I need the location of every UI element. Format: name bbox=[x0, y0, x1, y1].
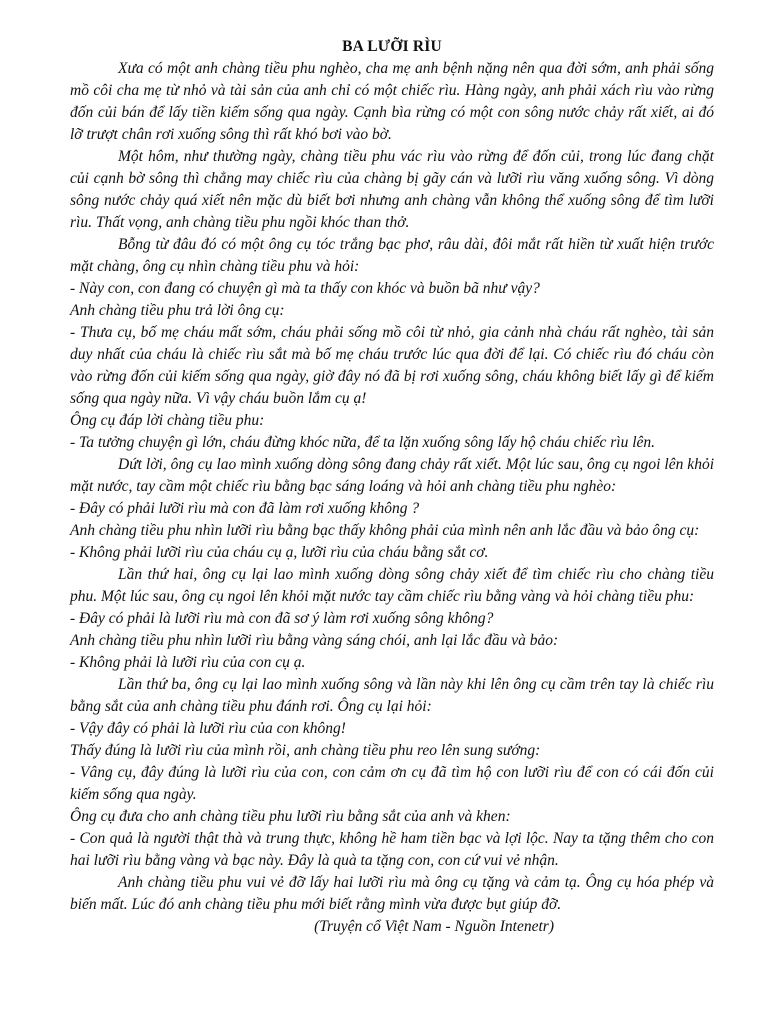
story-paragraph: Lần thứ ba, ông cụ lại lao mình xuống sông và lần này khi lên ông cụ cầm trên tay là chiếc rìu bằng sắt của anh chàng tiều phu đánh rơi. Ông cụ lại hỏi: bbox=[70, 676, 714, 715]
story-paragraph: - Đây có phải là lưỡi rìu mà con đã sơ ý làm rơi xuống sông không? bbox=[70, 610, 494, 627]
story-paragraph: Một hôm, như thường ngày, chàng tiều phu vác rìu vào rừng để đốn củi, trong lúc đang chặt củi cạnh bờ sông thì chẳng may chiếc rìu của chàng bị gãy cán và lưỡi rìu văng xuống sông. Vì dòng sông nước chảy quá xiết nên mặc dù biết bơi nhưng anh chàng vẫn không thể xuống sông để tìm lưỡi rìu. Thất vọng, anh chàng tiều phu ngồi khóc than thở. bbox=[70, 148, 714, 231]
story-paragraph: - Con quả là người thật thà và trung thực, không hề ham tiền bạc và lợi lộc. Nay ta tặng thêm cho con hai lưỡi rìu bằng vàng và bạc này. Đây là quà ta tặng con, con cứ vui vẻ nhận. bbox=[70, 830, 714, 869]
story-source: (Truyện cổ Việt Nam - Nguồn Intenetr) bbox=[314, 918, 554, 935]
story-paragraph: - Này con, con đang có chuyện gì mà ta thấy con khóc và buồn bã như vậy? bbox=[70, 280, 540, 297]
story-paragraph: - Không phải là lưỡi rìu của con cụ ạ. bbox=[70, 654, 306, 671]
story-paragraph: Anh chàng tiều phu vui vẻ đỡ lấy hai lưỡi rìu mà ông cụ tặng và cảm tạ. Ông cụ hóa phép và biến mất. Lúc đó anh chàng tiều phu mới biết rằng mình vừa được bụt giúp đỡ. bbox=[70, 874, 714, 913]
story-paragraph: Anh chàng tiều phu trả lời ông cụ: bbox=[70, 302, 285, 319]
story-paragraph: Ông cụ đưa cho anh chàng tiều phu lưỡi rìu bằng sắt của anh và khen: bbox=[70, 808, 511, 825]
story-title: BA LƯỠI RÌU bbox=[342, 38, 442, 55]
story-paragraph: - Vâng cụ, đây đúng là lưỡi rìu của con, con cảm ơn cụ đã tìm hộ con lưỡi rìu để con có cái đốn củi kiếm sống qua ngày. bbox=[70, 764, 714, 803]
story-paragraph: - Thưa cụ, bố mẹ cháu mất sớm, cháu phải sống mồ côi từ nhỏ, gia cảnh nhà cháu rất nghèo, tài sản duy nhất của cháu là chiếc rìu sắt mà bố mẹ cháu trước lúc qua đời để lại. Có chiếc rìu đó cháu còn vào rừng đốn củi kiếm sống qua ngày, giờ đây nó đã bị rơi xuống sông, cháu không biết lấy gì để kiếm sống qua ngày nữa. Vì vậy cháu buồn lắm cụ ạ! bbox=[70, 324, 714, 407]
story-paragraph: Xưa có một anh chàng tiều phu nghèo, cha mẹ anh bệnh nặng nên qua đời sớm, anh phải sống mồ côi cha mẹ từ nhỏ và tài sản của anh chỉ có một chiếc rìu. Hàng ngày, anh phải xách rìu vào rừng đốn củi bán để lấy tiền kiếm sống qua ngày. Cạnh bìa rừng có một con sông nước chảy rất xiết, ai đó lỡ trượt chân rơi xuống sông thì rất khó bơi vào bờ. bbox=[70, 60, 714, 143]
story-paragraph: - Vậy đây có phải là lưỡi rìu của con không! bbox=[70, 720, 346, 737]
story-paragraph: Dứt lời, ông cụ lao mình xuống dòng sông đang chảy rất xiết. Một lúc sau, ông cụ ngoi lên khỏi mặt nước, tay cầm một chiếc rìu bằng bạc sáng loáng và hỏi anh chàng tiều phu nghèo: bbox=[70, 456, 714, 495]
story-paragraph: Lần thứ hai, ông cụ lại lao mình xuống dòng sông chảy xiết để tìm chiếc rìu cho chàng tiều phu. Một lúc sau, ông cụ ngoi lên khỏi mặt nước tay cầm chiếc rìu bằng vàng và hỏi chàng tiều phu: bbox=[70, 566, 714, 605]
story-paragraph: Anh chàng tiều phu nhìn lưỡi rìu bằng bạc thấy không phải của mình nên anh lắc đầu và bảo ông cụ: bbox=[70, 522, 700, 539]
story-paragraph: - Đây có phải lưỡi rìu mà con đã làm rơi xuống không ? bbox=[70, 500, 420, 517]
story-paragraph: Anh chàng tiều phu nhìn lưỡi rìu bằng vàng sáng chói, anh lại lắc đầu và bảo: bbox=[70, 632, 559, 649]
story-paragraph: Thấy đúng là lưỡi rìu của mình rồi, anh chàng tiều phu reo lên sung sướng: bbox=[70, 742, 541, 759]
story-paragraph: - Không phải lưỡi rìu của cháu cụ ạ, lưỡi rìu của cháu bằng sắt cơ. bbox=[70, 544, 489, 561]
story-body bbox=[70, 58, 714, 916]
story-paragraph: Bỗng từ đâu đó có một ông cụ tóc trắng bạc phơ, râu dài, đôi mắt rất hiền từ xuất hiện trước mặt chàng, ông cụ nhìn chàng tiều phu và hỏi: bbox=[70, 236, 714, 275]
story-paragraph: Ông cụ đáp lời chàng tiều phu: bbox=[70, 412, 265, 429]
story-paragraph: - Ta tưởng chuyện gì lớn, cháu đừng khóc nữa, để ta lặn xuống sông lấy hộ cháu chiếc rìu lên. bbox=[70, 434, 656, 451]
